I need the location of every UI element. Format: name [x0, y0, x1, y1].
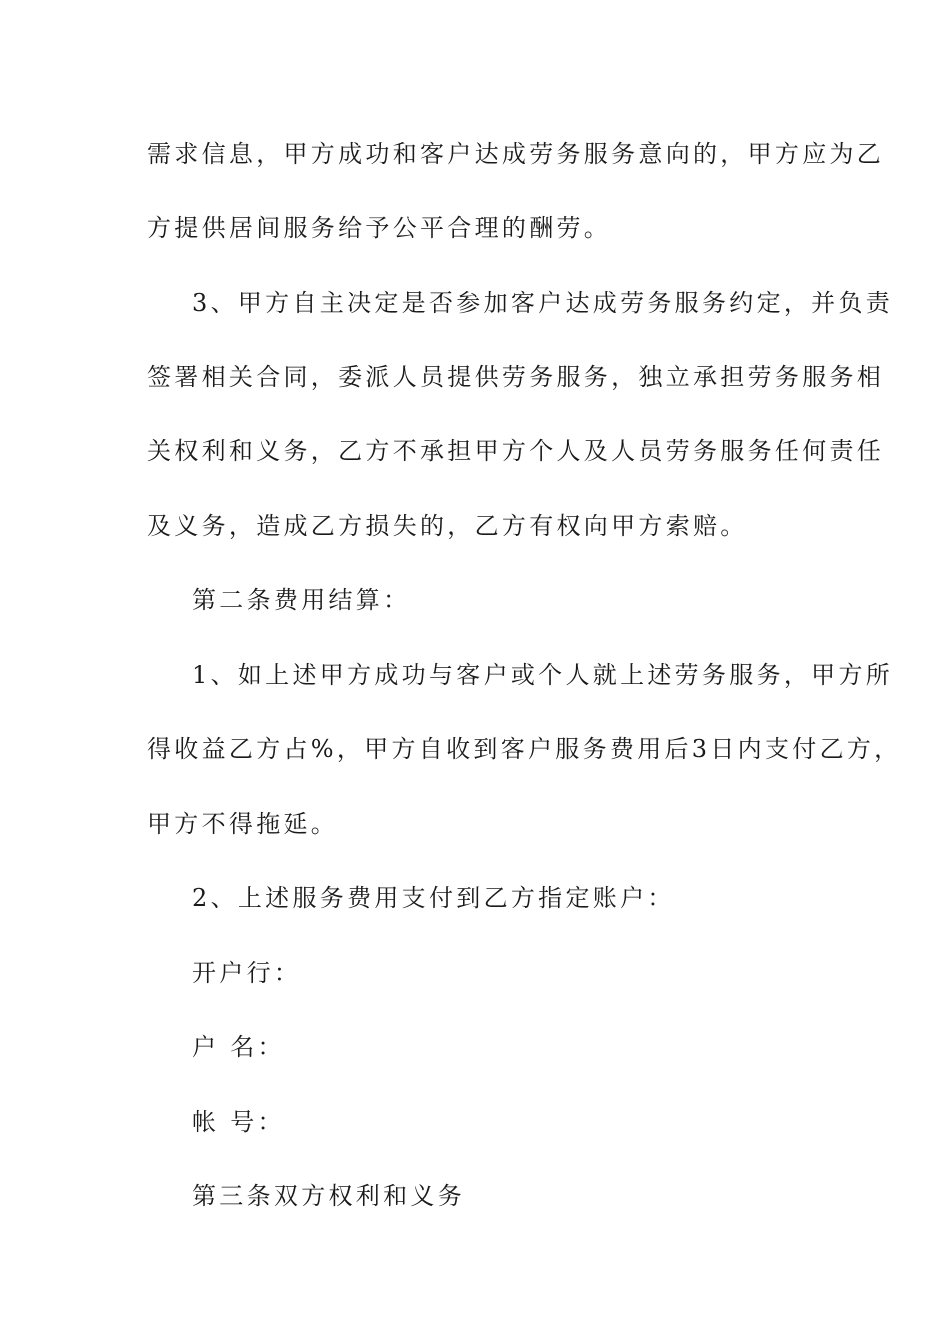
- paragraph-line: 2、上述服务费用支付到乙方指定账户：: [192, 884, 675, 912]
- paragraph-line: 及义务，造成乙方损失的，乙方有权向甲方索赔。: [147, 512, 748, 540]
- paragraph-line: 关权利和义务，乙方不承担甲方个人及人员劳务服务任何责任: [147, 437, 885, 465]
- section-heading: 第三条双方权利和义务: [192, 1182, 465, 1210]
- paragraph-line: 需求信息，甲方成功和客户达成劳务服务意向的，甲方应为乙: [147, 140, 885, 168]
- paragraph-line: 1、如上述甲方成功与客户或个人就上述劳务服务，甲方所: [192, 661, 894, 689]
- account-bank-label: 开户行：: [192, 959, 302, 987]
- paragraph-line: 得收益乙方占%，甲方自收到客户服务费用后3日内支付乙方，: [147, 735, 902, 763]
- paragraph-line: 签署相关合同，委派人员提供劳务服务，独立承担劳务服务相: [147, 363, 885, 391]
- account-number-label: 帐 号：: [192, 1108, 285, 1136]
- paragraph-line: 方提供居间服务给予公平合理的酬劳。: [147, 214, 612, 242]
- account-name-label: 户 名：: [192, 1033, 285, 1061]
- section-heading: 第二条费用结算：: [192, 586, 411, 614]
- paragraph-line: 3、甲方自主决定是否参加客户达成劳务服务约定，并负责: [192, 289, 894, 317]
- paragraph-line: 甲方不得拖延。: [147, 810, 339, 838]
